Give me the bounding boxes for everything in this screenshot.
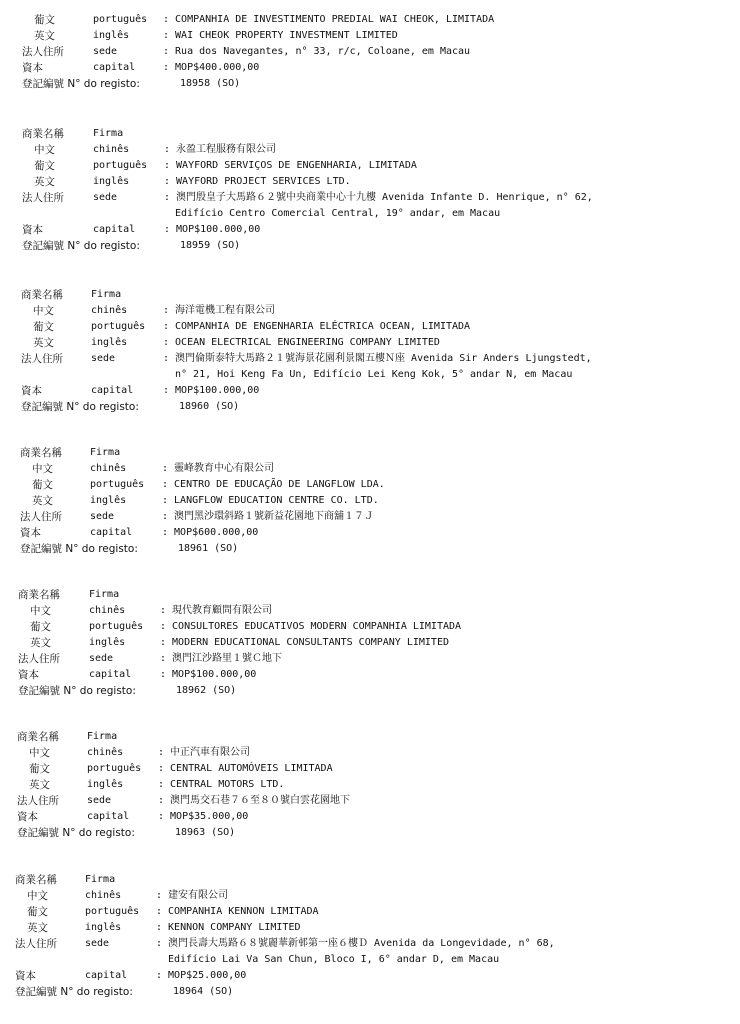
entry-field-row: [0, 619, 740, 635]
field-value: : CONSULTORES EDUCATIVOS MODERN COMPANHIA LIMITADA: [160, 621, 462, 632]
field-label-chinese: 葡文: [30, 621, 51, 633]
entry-field-row: [0, 158, 740, 174]
field-value: : 建安有限公司: [156, 890, 229, 901]
registration-label: 登記編號 N° do registo:: [22, 78, 140, 90]
registration-label: 登記編號 N° do registo:: [22, 240, 140, 252]
field-value: : OCEAN ELECTRICAL ENGINEERING COMPANY LIMITED: [163, 337, 440, 348]
field-value: : MODERN EDUCATIONAL CONSULTANTS COMPANY LIMITED: [160, 637, 449, 648]
field-label-chinese: 英文: [34, 30, 55, 42]
field-value: : Rua dos Navegantes, n° 33, r/c, Coloane, em Macau: [163, 46, 471, 57]
field-label-portuguese: chinês: [90, 463, 127, 474]
field-label-chinese: 中文: [27, 890, 48, 902]
field-value: : MOP$400.000,00: [163, 62, 260, 73]
entry-field-row: [0, 335, 740, 351]
registry-entry: [0, 287, 740, 415]
field-label-portuguese: chinês: [85, 890, 122, 901]
field-label-portuguese: Firma: [89, 589, 120, 600]
field-label-portuguese: Firma: [93, 128, 124, 139]
registration-number: 18962 (SO): [176, 685, 237, 696]
field-label-portuguese: português: [93, 160, 148, 171]
entry-field-row: [0, 142, 740, 158]
field-label-chinese: 法人住所: [17, 795, 59, 807]
field-label-portuguese: sede: [93, 192, 118, 203]
field-label-portuguese: capital: [93, 224, 136, 235]
entry-field-row: [0, 777, 740, 793]
field-value: : KENNON COMPANY LIMITED: [156, 922, 301, 933]
field-value: : 靈峰教育中心有限公司: [162, 463, 275, 474]
entry-field-row: [0, 287, 740, 303]
field-label-portuguese: chinês: [87, 747, 124, 758]
field-label-portuguese: inglês: [87, 779, 124, 790]
field-value: : MOP$600.000,00: [162, 527, 259, 538]
registry-entry: [0, 126, 740, 254]
field-value: : CENTRAL AUTOMÓVEIS LIMITADA: [158, 763, 333, 774]
registration-label: 登記編號 N° do registo:: [21, 401, 139, 413]
field-label-portuguese: português: [91, 321, 146, 332]
registration-number-row: [0, 238, 740, 254]
entry-field-row: [0, 222, 740, 238]
field-label-portuguese: português: [93, 14, 148, 25]
field-label-portuguese: português: [90, 479, 145, 490]
entry-field-row: [0, 761, 740, 777]
field-label-portuguese: sede: [91, 353, 116, 364]
entry-field-row: [0, 351, 740, 367]
registration-label: 登記編號 N° do registo:: [17, 827, 135, 839]
field-label-chinese: 法人住所: [21, 353, 63, 365]
field-value: : LANGFLOW EDUCATION CENTRE CO. LTD.: [162, 495, 379, 506]
entry-field-row: [0, 44, 740, 60]
registration-number: 18964 (SO): [173, 986, 234, 997]
entry-field-row: [0, 729, 740, 745]
entry-field-row: [0, 190, 740, 206]
registration-label: 登記編號 N° do registo:: [18, 685, 136, 697]
field-label-portuguese: Firma: [90, 447, 121, 458]
registration-number-row: [0, 683, 740, 699]
field-label-portuguese: inglês: [91, 337, 128, 348]
registration-number: 18960 (SO): [179, 401, 240, 412]
registration-number: 18958 (SO): [180, 78, 241, 89]
entry-field-row: [0, 493, 740, 509]
entry-field-row: [0, 904, 740, 920]
field-label-chinese: 資本: [17, 811, 38, 823]
registry-entry: [0, 587, 740, 699]
field-label-chinese: 資本: [15, 970, 36, 982]
field-label-portuguese: inglês: [90, 495, 127, 506]
field-label-portuguese: Firma: [91, 289, 122, 300]
entry-field-row: [0, 126, 740, 142]
field-label-portuguese: sede: [90, 511, 115, 522]
entry-field-row: [0, 206, 740, 222]
field-value: : WAYFORD SERVIÇOS DE ENGENHARIA, LIMITADA: [164, 160, 417, 171]
field-label-chinese: 法人住所: [22, 192, 64, 204]
field-label-portuguese: inglês: [93, 30, 130, 41]
entry-field-row: [0, 319, 740, 335]
field-value: : 海洋電機工程有限公司: [163, 305, 276, 316]
field-label-chinese: 資本: [21, 385, 42, 397]
field-label-chinese: 法人住所: [22, 46, 64, 58]
registry-entry: [0, 12, 740, 92]
entry-field-row: [0, 968, 740, 984]
field-label-chinese: 商業名稱: [20, 447, 62, 459]
registration-number: 18959 (SO): [180, 240, 241, 251]
entry-field-row: [0, 603, 740, 619]
field-value: : 永盈工程服務有限公司: [164, 144, 277, 155]
field-label-portuguese: capital: [91, 385, 134, 396]
registry-entry: [0, 872, 740, 1000]
field-value: n° 21, Hoi Keng Fa Un, Edifício Lei Keng Kok, 5° andar N, em Macau: [175, 369, 573, 380]
field-value: : 澳門馬交石巷７６至８０號白雲花園地下: [158, 795, 351, 806]
field-label-portuguese: capital: [85, 970, 128, 981]
entry-field-row: [0, 477, 740, 493]
field-label-portuguese: sede: [87, 795, 112, 806]
field-label-portuguese: inglês: [89, 637, 126, 648]
field-label-chinese: 中文: [29, 747, 50, 759]
field-label-portuguese: chinês: [93, 144, 130, 155]
field-label-chinese: 英文: [32, 495, 53, 507]
field-label-portuguese: capital: [90, 527, 133, 538]
field-label-portuguese: sede: [89, 653, 114, 664]
field-label-chinese: 商業名稱: [17, 731, 59, 743]
registration-label: 登記編號 N° do registo:: [15, 986, 133, 998]
entry-field-row: [0, 367, 740, 383]
entry-field-row: [0, 303, 740, 319]
field-label-chinese: 葡文: [33, 321, 54, 333]
field-label-chinese: 英文: [33, 337, 54, 349]
entry-field-row: [0, 667, 740, 683]
field-label-chinese: 葡文: [27, 906, 48, 918]
field-value: : 現代教育顧問有限公司: [160, 605, 273, 616]
field-value: : 中正汽車有限公司: [158, 747, 251, 758]
field-value: Edifício Lai Va San Chun, Bloco I, 6° andar D, em Macau: [168, 954, 500, 965]
field-label-chinese: 英文: [27, 922, 48, 934]
field-label-portuguese: inglês: [85, 922, 122, 933]
entry-field-row: [0, 872, 740, 888]
field-value: : 澳門黑沙環斜路１號新益花園地下商舖１７Ｊ: [162, 511, 375, 522]
entry-field-row: [0, 28, 740, 44]
field-label-chinese: 中文: [34, 144, 55, 156]
field-value: : MOP$35.000,00: [158, 811, 249, 822]
field-label-chinese: 葡文: [32, 479, 53, 491]
registration-number-row: [0, 825, 740, 841]
entry-field-row: [0, 635, 740, 651]
entry-field-row: [0, 793, 740, 809]
field-label-portuguese: português: [89, 621, 144, 632]
field-value: : COMPANHIA DE INVESTIMENTO PREDIAL WAI CHEOK, LIMITADA: [163, 14, 495, 25]
field-label-chinese: 資本: [18, 669, 39, 681]
field-label-portuguese: capital: [89, 669, 132, 680]
field-label-chinese: 資本: [22, 62, 43, 74]
registration-number: 18963 (SO): [175, 827, 236, 838]
entry-field-row: [0, 174, 740, 190]
field-label-portuguese: sede: [85, 938, 110, 949]
field-value: : MOP$25.000,00: [156, 970, 247, 981]
field-label-portuguese: chinês: [89, 605, 126, 616]
field-label-portuguese: português: [87, 763, 142, 774]
field-label-chinese: 商業名稱: [15, 874, 57, 886]
field-label-portuguese: Firma: [85, 874, 116, 885]
entry-field-row: [0, 651, 740, 667]
field-label-chinese: 英文: [34, 176, 55, 188]
field-label-chinese: 英文: [29, 779, 50, 791]
field-label-chinese: 中文: [33, 305, 54, 317]
field-label-chinese: 資本: [20, 527, 41, 539]
registry-entry: [0, 729, 740, 841]
field-label-chinese: 商業名稱: [22, 128, 64, 140]
field-label-chinese: 英文: [30, 637, 51, 649]
entry-field-row: [0, 525, 740, 541]
field-value: : COMPANHIA KENNON LIMITADA: [156, 906, 319, 917]
entry-field-row: [0, 509, 740, 525]
entry-field-row: [0, 952, 740, 968]
field-value: : WAI CHEOK PROPERTY INVESTMENT LIMITED: [163, 30, 398, 41]
field-label-portuguese: Firma: [87, 731, 118, 742]
field-label-chinese: 葡文: [29, 763, 50, 775]
field-label-chinese: 中文: [32, 463, 53, 475]
field-label-portuguese: capital: [93, 62, 136, 73]
entry-field-row: [0, 12, 740, 28]
entry-field-row: [0, 461, 740, 477]
field-value: : 澳門殷皇子大馬路６２號中央商業中心十九樓 Avenida Infante D. Henrique, n° 62,: [164, 192, 593, 203]
field-label-chinese: 葡文: [34, 14, 55, 26]
entry-field-row: [0, 587, 740, 603]
field-label-portuguese: chinês: [91, 305, 128, 316]
field-label-portuguese: sede: [93, 46, 118, 57]
registration-number-row: [0, 399, 740, 415]
field-label-chinese: 商業名稱: [21, 289, 63, 301]
field-value: : 澳門江沙路里１號Ｃ地下: [160, 653, 283, 664]
field-value: : 澳門長壽大馬路６８號麗華新邨第一座６樓Ｄ Avenida da Longevidade, n° 68,: [156, 938, 555, 949]
field-label-chinese: 法人住所: [18, 653, 60, 665]
field-label-chinese: 法人住所: [20, 511, 62, 523]
registration-number-row: [0, 984, 740, 1000]
field-label-chinese: 商業名稱: [18, 589, 60, 601]
field-label-chinese: 資本: [22, 224, 43, 236]
entry-field-row: [0, 383, 740, 399]
entry-field-row: [0, 745, 740, 761]
entry-field-row: [0, 888, 740, 904]
field-value: : CENTRAL MOTORS LTD.: [158, 779, 285, 790]
field-label-portuguese: português: [85, 906, 140, 917]
entry-field-row: [0, 445, 740, 461]
field-value: : 澳門倫斯泰特大馬路２１號海景花園利景閣五樓Ｎ座 Avenida Sir Anders Ljungstedt,: [163, 353, 592, 364]
field-value: : COMPANHIA DE ENGENHARIA ELÉCTRICA OCEAN, LIMITADA: [163, 321, 471, 332]
field-label-portuguese: capital: [87, 811, 130, 822]
entry-field-row: [0, 936, 740, 952]
registration-number-row: [0, 541, 740, 557]
registration-number-row: [0, 76, 740, 92]
entry-field-row: [0, 809, 740, 825]
field-label-chinese: 葡文: [34, 160, 55, 172]
field-value: : WAYFORD PROJECT SERVICES LTD.: [164, 176, 351, 187]
registration-label: 登記編號 N° do registo:: [20, 543, 138, 555]
field-label-chinese: 中文: [30, 605, 51, 617]
field-value: Edifício Centro Comercial Central, 19° andar, em Macau: [175, 208, 501, 219]
field-label-chinese: 法人住所: [15, 938, 57, 950]
registration-number: 18961 (SO): [178, 543, 239, 554]
field-label-portuguese: inglês: [93, 176, 130, 187]
field-value: : MOP$100.000,00: [164, 224, 261, 235]
field-value: : CENTRO DE EDUCAÇÃO DE LANGFLOW LDA.: [162, 479, 385, 490]
entry-field-row: [0, 60, 740, 76]
field-value: : MOP$100.000,00: [163, 385, 260, 396]
registry-entry: [0, 445, 740, 557]
entry-field-row: [0, 920, 740, 936]
field-value: : MOP$100.000,00: [160, 669, 257, 680]
